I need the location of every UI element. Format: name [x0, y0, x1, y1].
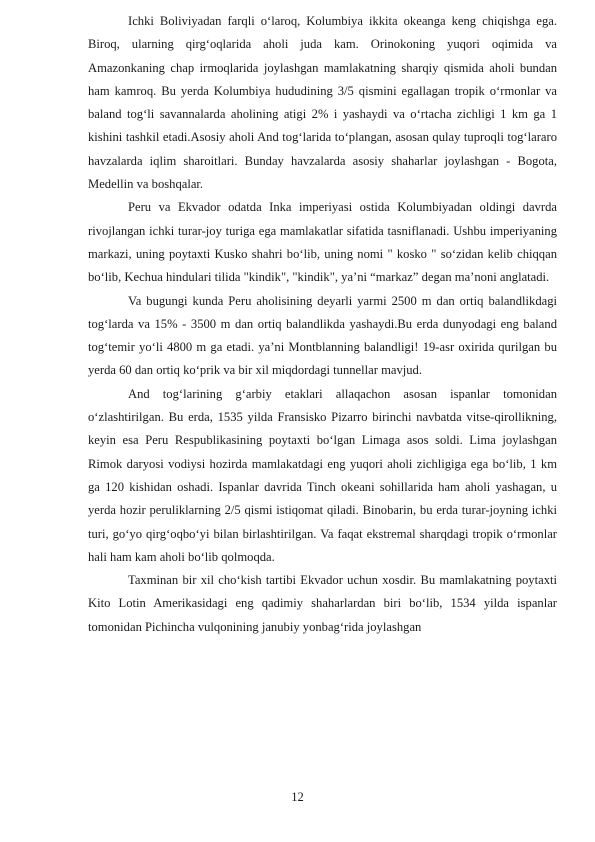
paragraph-3: Va bugungi kunda Peru aholisining deyarli yarmi 2500 m dan ortiq balandlikdagi tog‘larda va 15% - 3500 m dan ortiq balandlikda yashaydi.Bu erda dunyodagi eng baland tog‘temir yo‘li 4800 m ga etadi. ya’ni Montblanning balandligi! 19-asr oxirida qurilgan bu yerda 60 dan ortiq ko‘prik va bir xil miqdordagi tunnellar mavjud.	[88, 293, 557, 378]
paragraph-4: And tog‘larining g‘arbiy etaklari allaqachon asosan ispanlar tomonidan o‘zlashtirilgan. Bu erda, 1535 yilda Fransisko Pizarro birinchi navbatda vitse-qirollikning, keyin esa Peru Respublikasining poytaxti bo‘lgan Limaga asos soldi. Lima joylashgan Rimok daryosi vodiysi hozirda mamlakatdagi eng yuqori aholi zichligiga ega bo‘lib, 1 km ga 120 kishidan oshadi. Ispanlar davrida Tinch okeani sohillarida ham aholi yashagan, u yerda hozir peruliklarning 2/5 qismi istiqomat qiladi. Binobarin, bu erda turar-joyning ichki turi, go‘yo qirg‘oqbo‘yi bilan birlashtirilgan. Va faqat ekstremal sharqdagi tropik o‘rmonlar hali ham kam aholi bo‘lib qolmoqda.	[88, 386, 557, 564]
paragraph-1: Ichki Boliviyadan farqli o‘laroq, Kolumbiya ikkita okeanga keng chiqishga ega. Biroq, ularning qirg‘oqlarida aholi juda kam. Orinokoning yuqori oqimida va Amazonkaning chap irmoqlarida joylashgan mamlakatning sharqiy qismida aholi bundan ham kamroq. Bu yerda Kolumbiya hududining 3/5 qismini egallagan tropik o‘rmonlar va baland tog‘li savannalarda aholining atigi 2% i yashaydi va o‘rtacha zichligi 1 km ga 1 kishini tashkil etadi.Asosiy aholi And tog‘larida to‘plangan, asosan qulay tuproqli tog‘lararo havzalarda iqlim sharoitlari. Bunday havzalarda asosiy shaharlar joylashgan - Bogota, Medellin va boshqalar.	[88, 14, 557, 192]
paragraph-5: Taxminan bir xil cho‘kish tartibi Ekvador uchun xosdir. Bu mamlakatning poytaxti Kito Lotin Amerikasidagi eng qadimiy shaharlardan biri bo‘lib, 1534 yilda ispanlar tomonidan Pichincha vulqonining janubiy yonbag‘rida joylashgan	[88, 573, 557, 634]
paragraph-2: Peru va Ekvador odatda Inka imperiyasi ostida Kolumbiyadan oldingi davrda rivojlangan ichki turar-joy turiga ega mamlakatlar sifatida tasniflanadi. Ushbu imperiyaning markazi, uning poytaxti Kusko shahri bo‘lib, uning nomi " kosko " so‘zidan kelib chiqqan bo‘lib, Kechua hindulari tilida "kindik", "kindik", ya’ni “markaz” degan ma’noni anglatadi.	[88, 200, 557, 285]
document-page	[88, 10, 557, 639]
page-number: 12	[291, 790, 304, 804]
